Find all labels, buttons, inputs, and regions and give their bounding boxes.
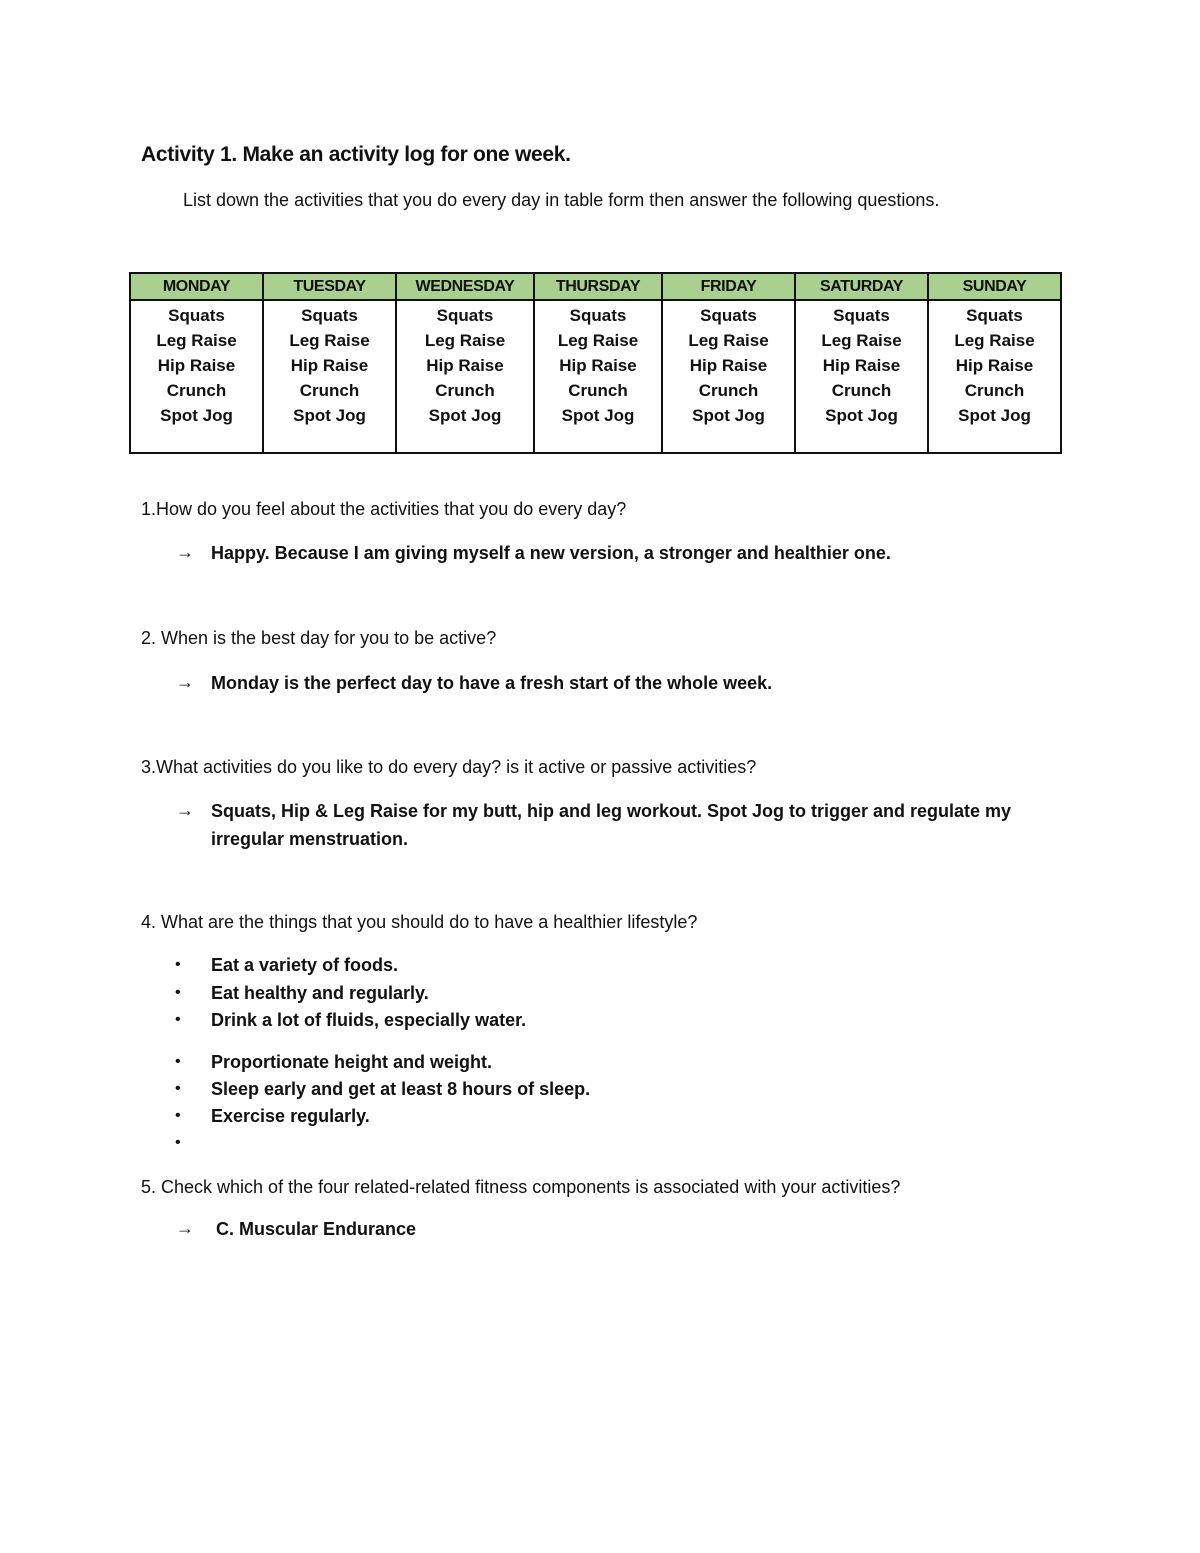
list-item: Exercise regularly. xyxy=(211,1106,370,1126)
activity-item: Leg Raise xyxy=(156,331,237,350)
header-saturday: SATURDAY xyxy=(795,273,928,300)
table-cell-sunday xyxy=(928,300,1061,453)
activity-item: Crunch xyxy=(435,381,495,400)
question-1: 1.How do you feel about the activities that you do every day? xyxy=(141,499,627,519)
arrow-icon: → xyxy=(176,800,194,820)
table-cell-saturday xyxy=(795,300,928,453)
activity-item: Hip Raise xyxy=(426,356,504,375)
answer-2: Monday is the perfect day to have a fresh start of the whole week. xyxy=(211,673,773,693)
arrow-icon: → xyxy=(176,1218,194,1238)
activity-item: Crunch xyxy=(964,381,1025,400)
activity-item: Leg Raise xyxy=(688,331,769,350)
header-monday: MONDAY xyxy=(130,273,263,300)
table-header-row xyxy=(130,273,1061,300)
question-5: 5. Check which of the four related-related fitness components is associated with your activities? xyxy=(141,1177,901,1197)
activity-item: Crunch xyxy=(299,381,360,400)
list-item: Proportionate height and weight. xyxy=(211,1052,492,1072)
activity-item: Squats xyxy=(966,306,1023,325)
table-cell-monday xyxy=(130,300,263,453)
activity-item: Spot Jog xyxy=(958,406,1031,425)
list-item: Eat a variety of foods. xyxy=(211,955,399,975)
table-cell-wednesday xyxy=(396,300,534,453)
bullet-icon: • xyxy=(175,1053,181,1070)
activity-item: Hip Raise xyxy=(689,356,768,375)
activity-item: Squats xyxy=(833,306,890,325)
answer-5: C. Muscular Endurance xyxy=(216,1219,417,1239)
table-cell-friday xyxy=(662,300,795,453)
header-wednesday: WEDNESDAY xyxy=(396,273,534,300)
instruction-text: List down the activities that you do every day in table form then answer the following questions. xyxy=(183,190,940,210)
activity-item: Crunch xyxy=(568,381,628,400)
activity-item: Squats xyxy=(436,306,494,325)
table-row xyxy=(130,300,1061,453)
activity-item: Squats xyxy=(301,306,358,325)
list-item: Sleep early and get at least 8 hours of sleep. xyxy=(211,1079,591,1099)
activity-item: Hip Raise xyxy=(955,356,1034,375)
arrow-icon: → xyxy=(176,542,194,562)
activity-item: Crunch xyxy=(698,381,759,400)
activity-item: Leg Raise xyxy=(557,331,639,350)
activity-item: Spot Jog xyxy=(692,406,765,425)
activity-item: Hip Raise xyxy=(822,356,901,375)
header-tuesday: TUESDAY xyxy=(263,273,396,300)
table-cell-tuesday xyxy=(263,300,396,453)
answer-1: Happy. Because I am giving myself a new version, a stronger and healthier one. xyxy=(211,543,891,563)
activity-item: Leg Raise xyxy=(289,331,370,350)
activity-item: Hip Raise xyxy=(157,356,236,375)
bullet-icon: • xyxy=(175,956,181,973)
activity-item: Leg Raise xyxy=(954,331,1035,350)
bullet-icon: • xyxy=(175,1107,181,1124)
header-sunday: SUNDAY xyxy=(928,273,1061,300)
activity-item: Spot Jog xyxy=(160,406,233,425)
question-3: 3.What activities do you like to do every day? is it active or passive activities? xyxy=(141,757,757,777)
arrow-icon: → xyxy=(176,672,194,692)
activity-item: Spot Jog xyxy=(561,406,635,425)
list-item: Drink a lot of fluids, especially water. xyxy=(211,1010,527,1030)
bullet-icon: • xyxy=(175,1011,181,1028)
question-2: 2. When is the best day for you to be active? xyxy=(141,628,497,648)
activity-item: Spot Jog xyxy=(428,406,502,425)
activity-item: Crunch xyxy=(831,381,892,400)
answer-3: Squats, Hip & Leg Raise for my butt, hip and leg workout. Spot Jog to trigger and regulate my irregular menstruation. xyxy=(211,801,1012,849)
activity-item: Leg Raise xyxy=(424,331,506,350)
activity-item: Hip Raise xyxy=(290,356,369,375)
activity-item: Spot Jog xyxy=(825,406,898,425)
activity-item: Crunch xyxy=(166,381,227,400)
table-cell-thursday xyxy=(534,300,662,453)
bullet-icon: • xyxy=(175,1134,181,1151)
activity-item: Leg Raise xyxy=(821,331,902,350)
activity-item: Squats xyxy=(168,306,225,325)
question-4: 4. What are the things that you should do to have a healthier lifestyle? xyxy=(141,912,698,932)
header-thursday: THURSDAY xyxy=(534,273,662,300)
page-title: Activity 1. Make an activity log for one week. xyxy=(141,143,571,166)
header-friday: FRIDAY xyxy=(662,273,795,300)
bullet-icon: • xyxy=(175,1080,181,1097)
activity-item: Squats xyxy=(569,306,627,325)
bullet-icon: • xyxy=(175,984,181,1001)
activity-item: Squats xyxy=(700,306,757,325)
list-item: Eat healthy and regularly. xyxy=(211,983,429,1003)
activity-item: Spot Jog xyxy=(293,406,366,425)
activity-item: Hip Raise xyxy=(559,356,637,375)
activity-log-table xyxy=(129,272,1062,454)
